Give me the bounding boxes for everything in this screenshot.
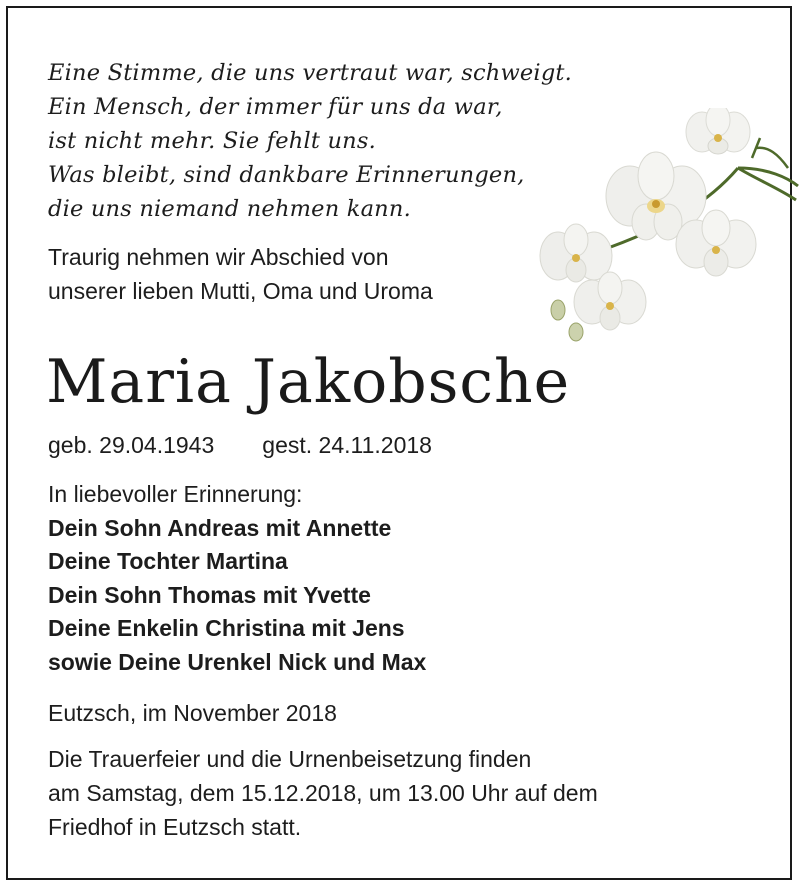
poem-line: Ein Mensch, der immer für uns da war, (48, 94, 503, 120)
intro-text (48, 240, 433, 308)
death-date: gest. 24.11.2018 (262, 432, 432, 458)
mourner-line: Deine Enkelin Christina mit Jens (48, 615, 405, 641)
intro-line: unserer lieben Mutti, Oma und Uroma (48, 278, 433, 304)
poem-line: ist nicht mehr. Sie fehlt uns. (48, 128, 376, 154)
poem-line: Was bleibt, sind dankbare Erinnerungen, (48, 162, 525, 188)
mourner-line: Dein Sohn Andreas mit Annette (48, 514, 392, 541)
funeral-line: Friedhof in Eutzsch statt. (48, 814, 302, 840)
mourner-line: Dein Sohn Thomas mit Yvette (48, 581, 371, 608)
poem (48, 56, 572, 226)
funeral-line: am Samstag, dem 15.12.2018, um 13.00 Uhr auf dem (48, 780, 598, 806)
mourner-line: Deine Tochter Martina (48, 548, 288, 574)
birth-date: geb. 29.04.1943 (48, 432, 215, 458)
deceased-name: Maria Jakobsche (46, 347, 571, 417)
poem-line: Eine Stimme, die uns vertraut war, schweigt. (48, 60, 573, 86)
funeral-line: Die Trauerfeier und die Urnenbeisetzung finden (48, 746, 532, 772)
memory-heading: In liebevoller Erinnerung: (48, 481, 303, 507)
mourners-section (48, 478, 426, 679)
life-dates (48, 428, 432, 462)
poem-line: die uns niemand nehmen kann. (48, 196, 411, 222)
place-date: Eutzsch, im November 2018 (48, 700, 337, 726)
obituary-notice (6, 6, 792, 880)
intro-line: Traurig nehmen wir Abschied von (48, 244, 389, 270)
orchid-image (538, 108, 800, 348)
mourner-line: sowie Deine Urenkel Nick und Max (48, 648, 427, 675)
funeral-info (48, 742, 598, 844)
